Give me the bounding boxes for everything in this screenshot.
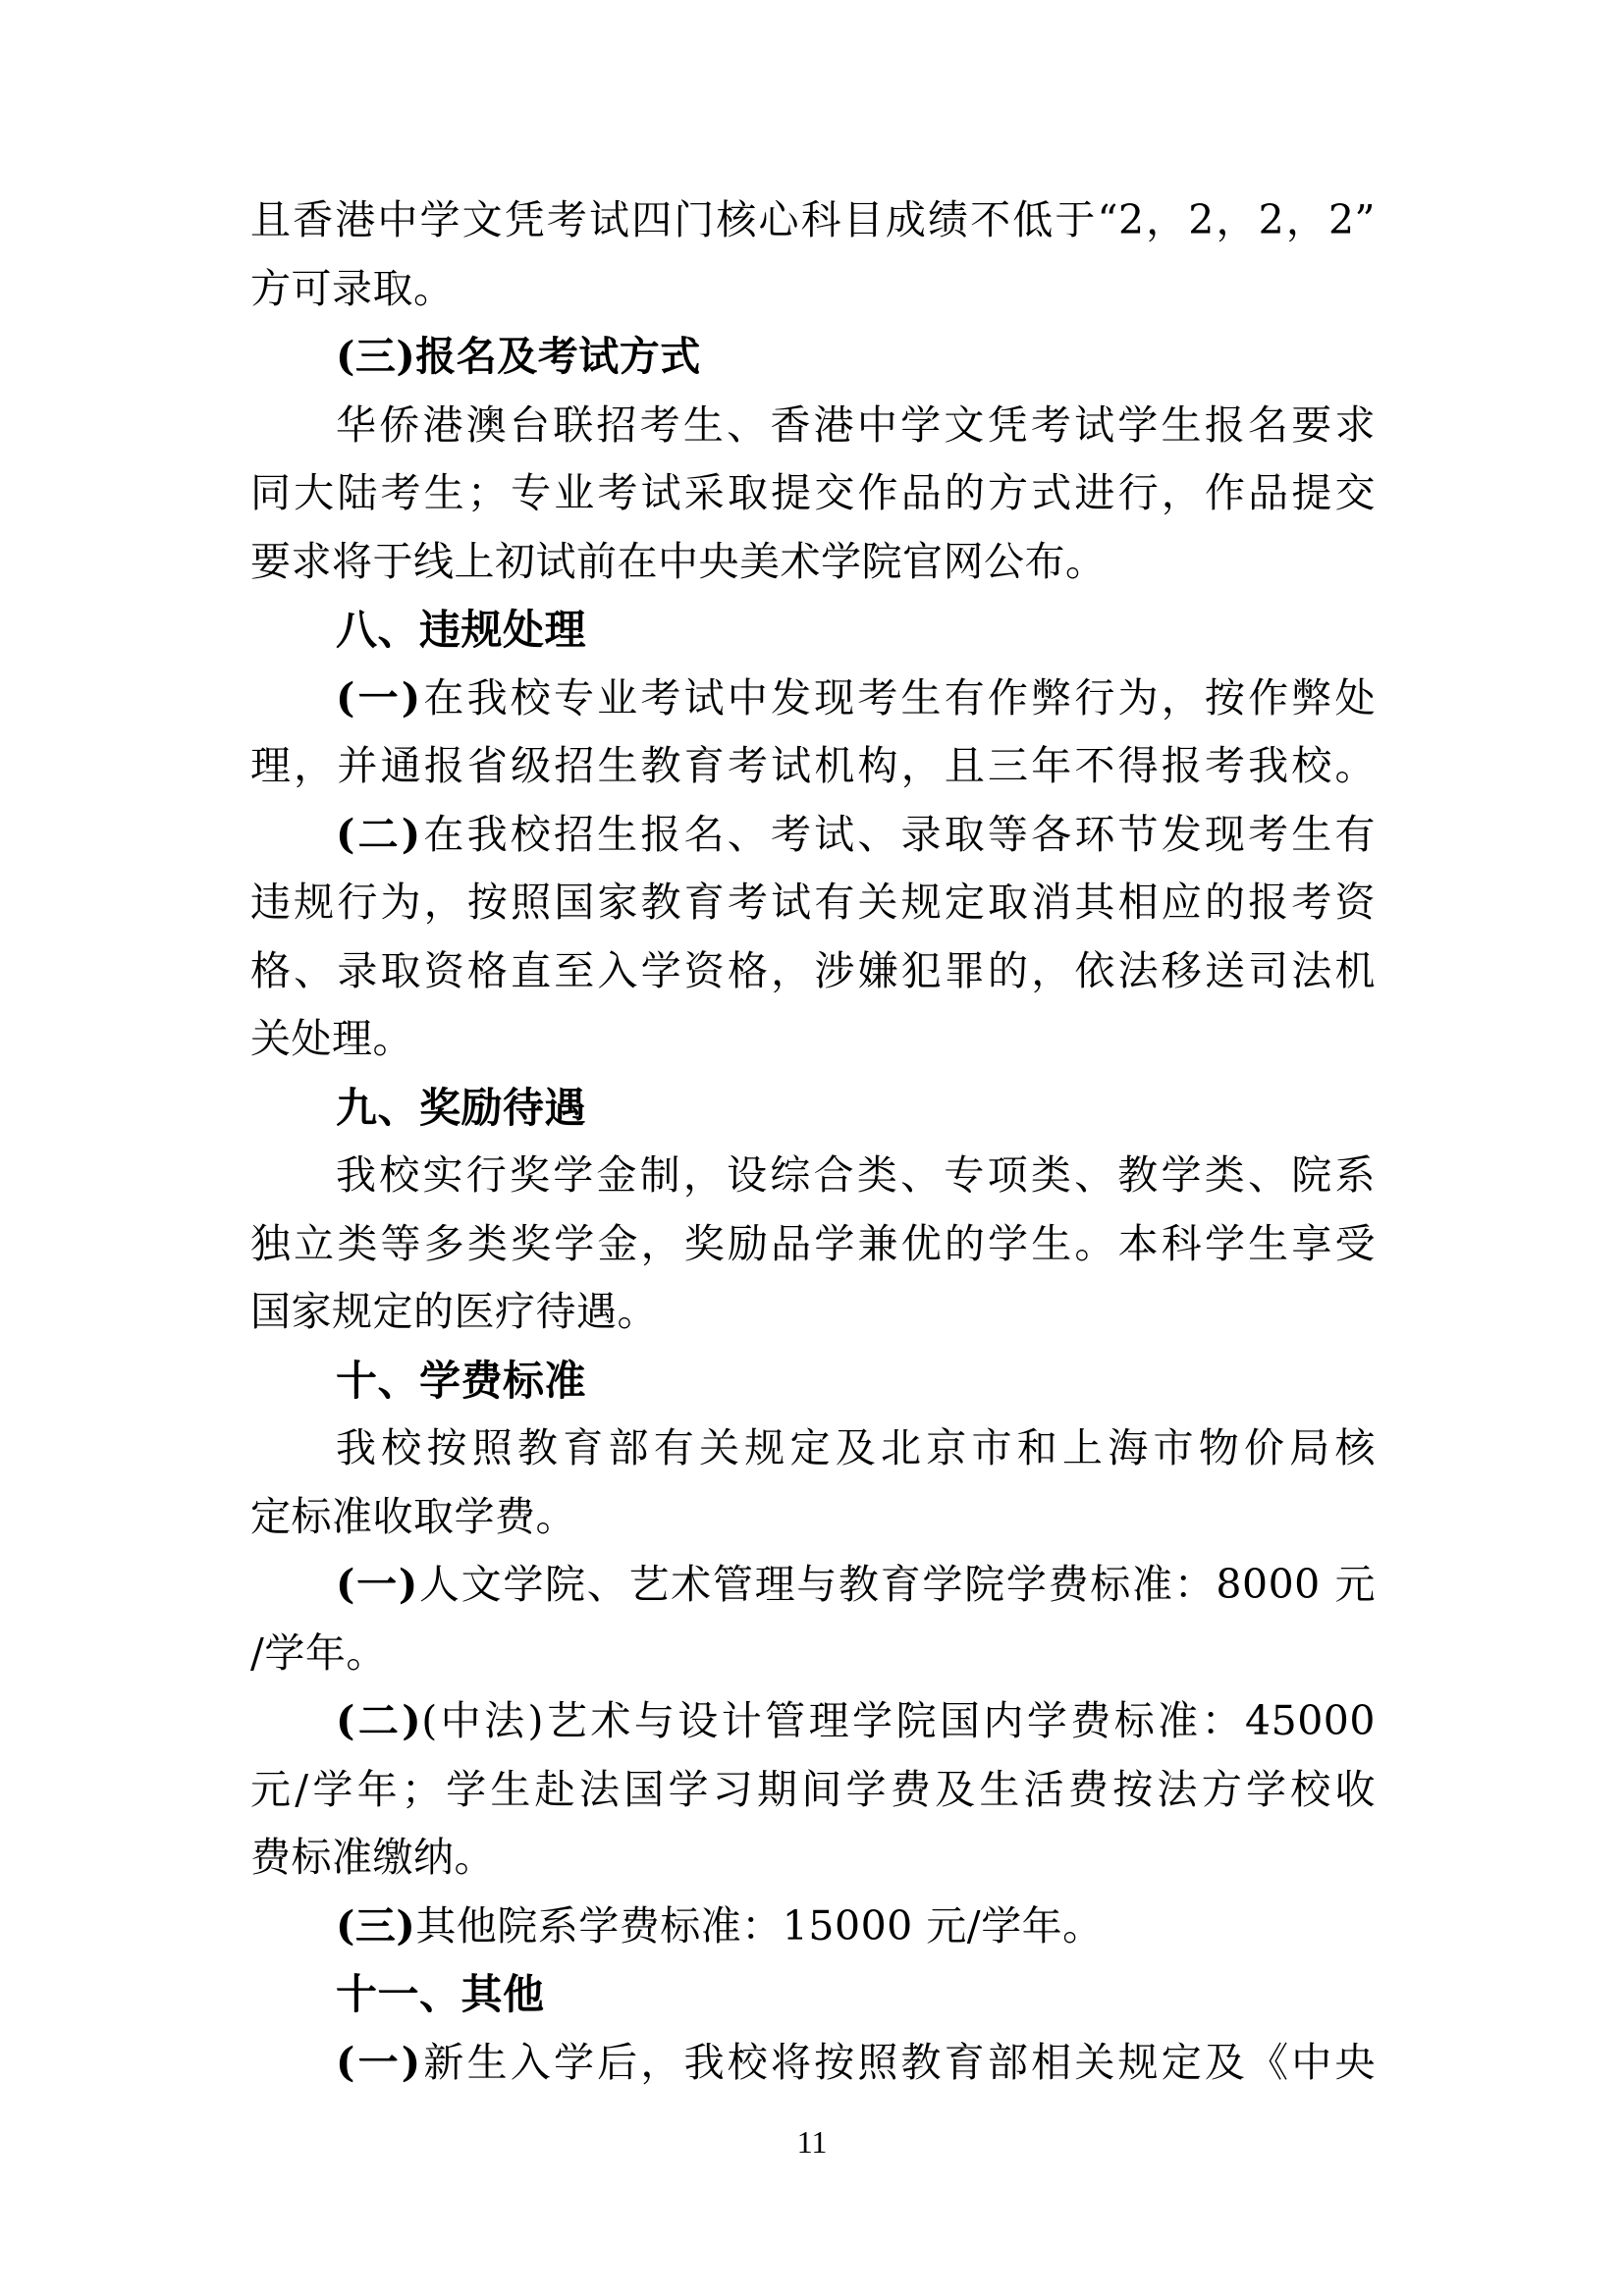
text-segment: 要求将于线上初试前在中央美术学院官网公布。 <box>250 537 1107 585</box>
text-segment: /学年。 <box>250 1629 387 1677</box>
body-line <box>250 1415 1376 1483</box>
bold-text-segment: 九、奖励待遇 <box>336 1083 587 1132</box>
page-number: 11 <box>796 2124 828 2160</box>
bold-text-segment: 十一、其他 <box>336 1970 545 2018</box>
text-segment: (中法)艺术与设计管理学院国内学费标准：45000 <box>421 1697 1376 1744</box>
text-segment: 定标准收取学费。 <box>250 1492 576 1540</box>
text-segment: 元/学年；学生赴法国学习期间学费及生活费按法方学校收 <box>250 1765 1376 1813</box>
text-segment: 关处理。 <box>250 1015 413 1062</box>
section-heading-rewards <box>250 1074 1376 1143</box>
text-segment: 违规行为，按照国家教育考试有关规定取消其相应的报考资 <box>250 879 1376 926</box>
text-segment: 在我校专业考试中发现考生有作弊行为，按作弊处 <box>420 673 1376 721</box>
text-segment: 且香港中学文凭考试四门核心科目成绩不低于“2，2，2，2” <box>250 196 1376 243</box>
body-line <box>250 1278 1376 1347</box>
document-body <box>250 187 1376 2097</box>
bold-text-segment: (一) <box>336 1561 418 1608</box>
section-heading-tuition <box>250 1347 1376 1415</box>
body-line-continuation <box>250 187 1376 255</box>
body-line <box>250 1756 1376 1825</box>
text-segment: 我校实行奖学金制，设综合类、专项类、教学类、院系 <box>336 1151 1376 1199</box>
body-line <box>250 665 1376 733</box>
body-line <box>250 459 1376 528</box>
body-line <box>250 2029 1376 2098</box>
body-line <box>250 528 1376 597</box>
text-segment: 华侨港澳台联招考生、香港中学文凭考试学生报名要求 <box>336 400 1376 449</box>
text-segment: 其他院系学费标准：15000 元/学年。 <box>415 1901 1104 1949</box>
subsection-heading-registration-and-exam-method <box>250 323 1376 392</box>
body-line <box>250 1142 1376 1210</box>
body-line-tuition-item-2 <box>250 1687 1376 1756</box>
body-line <box>250 937 1376 1006</box>
section-heading-other <box>250 1960 1376 2029</box>
text-segment: 独立类等多类奖学金，奖励品学兼优的学生。本科学生享受 <box>250 1219 1376 1267</box>
body-line <box>250 869 1376 937</box>
text-segment: 费标准缴纳。 <box>250 1834 495 1881</box>
bold-text-segment: (一) <box>336 2038 421 2086</box>
body-line <box>250 1005 1376 1074</box>
text-segment: 方可录取。 <box>250 264 455 312</box>
text-segment: 格、录取资格直至入学资格，涉嫌犯罪的，依法移送司法机 <box>250 946 1376 994</box>
text-segment: 我校按照教育部有关规定及北京市和上海市物价局核 <box>336 1424 1376 1471</box>
text-segment: 在我校招生报名、考试、录取等各环节发现考生有 <box>420 810 1376 858</box>
body-line <box>250 801 1376 870</box>
body-line <box>250 732 1376 801</box>
bold-text-segment: (三)报名及考试方式 <box>336 333 701 380</box>
bold-text-segment: (二) <box>336 1697 422 1744</box>
text-segment: 人文学院、艺术管理与教育学院学费标准：8000 元 <box>417 1561 1376 1608</box>
bold-text-segment: 十、学费标准 <box>336 1356 587 1405</box>
text-segment: 同大陆考生；专业考试采取提交作品的方式进行，作品提交 <box>250 469 1376 516</box>
text-segment: 国家规定的医疗待遇。 <box>250 1288 658 1335</box>
bold-text-segment: 八、违规处理 <box>336 606 587 654</box>
body-line <box>250 1210 1376 1279</box>
body-line <box>250 1824 1376 1893</box>
body-line <box>250 1483 1376 1552</box>
body-line <box>250 1620 1376 1688</box>
text-segment: 新生入学后，我校将按照教育部相关规定及《中央 <box>420 2038 1376 2086</box>
section-heading-violation-handling <box>250 596 1376 665</box>
body-line-tuition-item-1 <box>250 1551 1376 1620</box>
bold-text-segment: (三) <box>336 1901 416 1949</box>
bold-text-segment: (一) <box>336 673 421 721</box>
body-line-tuition-item-3 <box>250 1893 1376 1961</box>
body-line <box>250 255 1376 324</box>
body-line <box>250 392 1376 460</box>
text-segment: 理，并通报省级招生教育考试机构，且三年不得报考我校。 <box>250 742 1376 789</box>
bold-text-segment: (二) <box>336 810 421 858</box>
